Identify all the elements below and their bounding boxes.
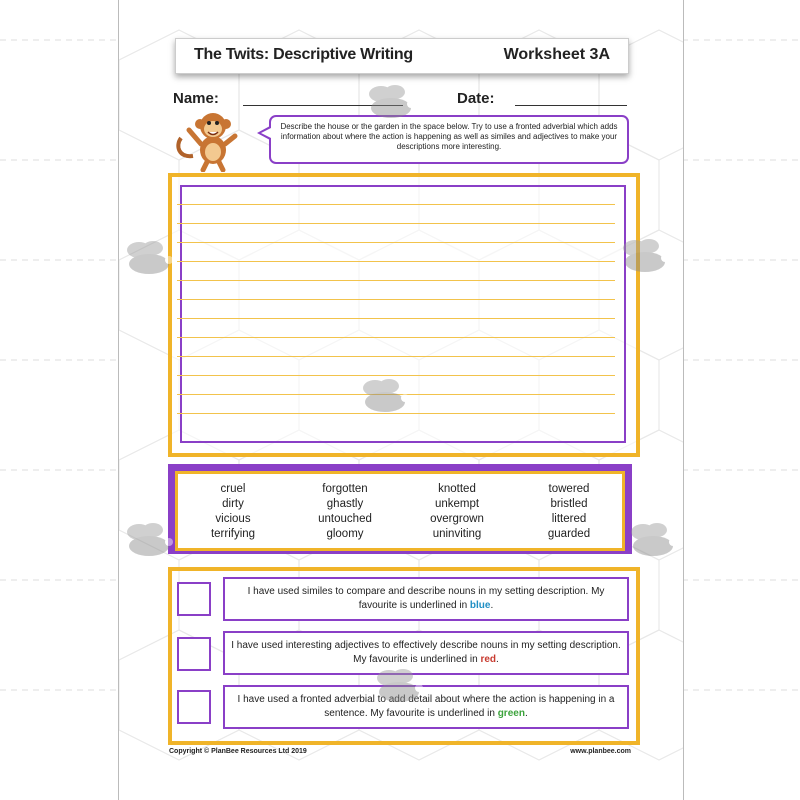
bee-watermark-icon (369, 666, 429, 706)
bee-watermark-icon (623, 520, 683, 560)
word: cruel (220, 483, 246, 495)
checklist-item-fronted-adverbial: I have used a fronted adverbial to add detail about where the action is happening in a sentence. My favourite is underlined in green. (223, 685, 629, 729)
word: bristled (550, 498, 588, 510)
color-word-red: red (480, 654, 497, 665)
monkey-icon (173, 106, 255, 172)
instructions-text: Describe the house or the garden in the space below. Try to use a fronted adverbial which adds information about where the action is happening as well as similes and adjectives to make your descriptions more interesting. (280, 122, 618, 151)
instruction-bubble (269, 115, 629, 164)
worksheet-page (118, 0, 684, 800)
checklist-item-adjectives: I have used interesting adjectives to effectively describe nouns in my setting description. My favourite is underlined in red. (223, 631, 629, 675)
word: untouched (318, 513, 372, 525)
bubble-tail-fill (261, 128, 271, 138)
word-bank (175, 471, 625, 551)
word: gloomy (326, 528, 364, 540)
bee-watermark-icon (119, 520, 179, 560)
word: guarded (547, 528, 591, 540)
word-column-1 (178, 482, 288, 542)
worksheet-number: Worksheet 3A (503, 46, 610, 63)
word-column-3 (402, 482, 512, 542)
word: littered (551, 513, 587, 525)
name-label: Name: (173, 90, 219, 107)
bee-watermark-icon (355, 376, 415, 416)
word: vicious (215, 513, 251, 525)
word: unkempt (434, 498, 480, 510)
title-bar (175, 38, 629, 74)
bee-watermark-icon (615, 236, 675, 276)
worksheet-title: The Twits: Descriptive Writing (194, 46, 413, 63)
checklist-item-similes: I have used similes to compare and describe nouns in my setting description. My favourite is underlined in blue. (223, 577, 629, 621)
word: dirty (222, 498, 244, 510)
word: knotted (438, 483, 476, 495)
word-column-4 (514, 482, 624, 542)
copyright-text: Copyright © PlanBee Resources Ltd 2019 (169, 748, 307, 755)
word: terrifying (210, 528, 256, 540)
word: uninviting (432, 528, 482, 540)
word-bank-frame (168, 464, 632, 554)
word: towered (548, 483, 590, 495)
color-word-blue: blue (469, 600, 491, 611)
checkbox-similes[interactable] (177, 582, 211, 616)
bee-watermark-icon (119, 238, 179, 278)
date-label: Date: (457, 90, 495, 107)
color-word-green: green (497, 708, 525, 719)
checkbox-fronted-adverbial[interactable] (177, 690, 211, 724)
bee-watermark-icon (361, 82, 421, 122)
date-field[interactable] (515, 105, 627, 106)
word: ghastly (326, 498, 364, 510)
website-text: www.planbee.com (570, 748, 631, 755)
word-column-2 (290, 482, 400, 542)
word: overgrown (430, 513, 484, 525)
word: forgotten (322, 483, 368, 495)
checkbox-adjectives[interactable] (177, 637, 211, 671)
